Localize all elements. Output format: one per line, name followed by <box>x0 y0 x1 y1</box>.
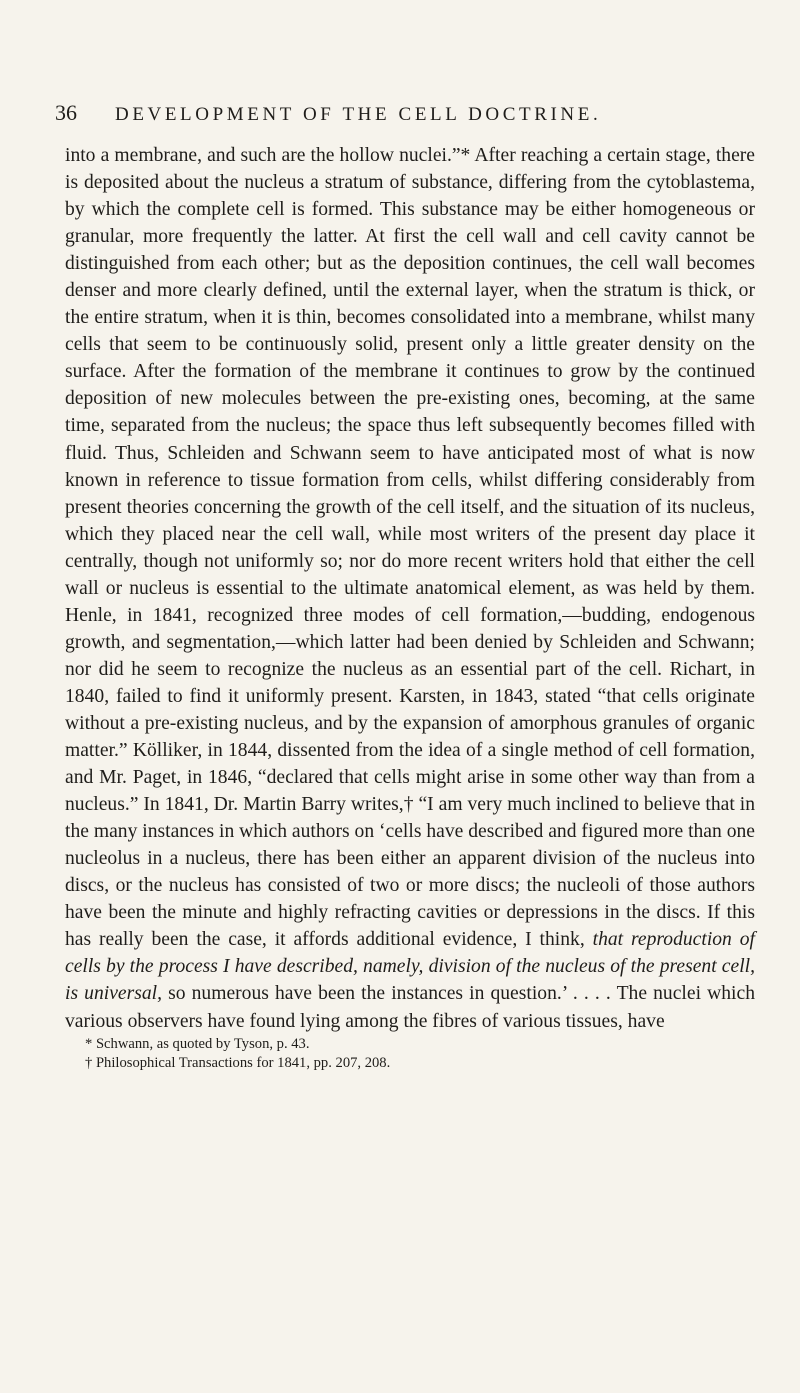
running-head: DEVELOPMENT OF THE CELL DOCTRINE. <box>115 104 602 125</box>
text-segment: so numerous have been the instances in question.’ . . . . The nuclei which various observers have found lying among the fibres of various tissues, have <box>65 983 755 1032</box>
body-text <box>65 142 755 1035</box>
page-number: 36 <box>55 100 77 125</box>
paragraph <box>65 142 755 1035</box>
text-segment: into a membrane, and such are the hollow nuclei.”* After reaching a certain stage, there is deposited about the nucleus a stratum of substance, differing from the cytoblastema, by which the complete cell is formed. This substance may be either homogeneous or granular, more frequently the latter. At first the cell wall and cell cavity cannot be distinguished from each other; but as the deposition continues, the cell wall becomes denser and more clearly defined, until the external layer, when the stratum is thick, or the entire stratum, when it is thin, becomes consolidated into a membrane, whilst many cells that seem to be continuously solid, present only a little greater density on the surface. After the formation of the membrane it continues to grow by the continued deposition of new molecules between the pre-existing ones, becoming, at the same time, separated from the nucleus; the space thus left subsequently becomes filled with fluid. Thus, Schleiden and Schwann seem to have anticipated most of what is now known in reference to tissue formation from cells, whilst differing considerably from present theories concerning the growth of the cell itself, and the situation of its nucleus, which they placed near the cell wall, while most writers of the present day place it centrally, though not uniformly so; nor do more recent writers hold that either the cell wall or nucleus is essential to the ultimate anatomical element, as was held by them. Henle, in 1841, recognized three modes of cell formation,—budding, endogenous growth, and segmentation,—which latter had been denied by Schleiden and Schwann; nor did he seem to recognize the nucleus as an essential part of the cell. Richart, in 1840, failed to find it uniformly present. Karsten, in 1843, stated “that cells originate without a pre-existing nucleus, and by the expansion of amorphous granules of organic matter.” Kölliker, in 1844, dissented from the idea of a single method of cell formation, and Mr. Paget, in 1846, “declared that cells might arise in some other way than from a nucleus.” In 1841, Dr. Martin Barry writes,† “I am very much inclined to believe that in the many instances in which authors on ‘cells have described and figured more than one nucleolus in a nucleus, there has been either an apparent division of the nucleus into discs, or the nucleus has consisted of two or more discs; the nucleoli of those authors have been the minute and highly refracting cavities or depressions in the discs. If this has really been the case, it affords additional evidence, I think, <box>65 145 755 951</box>
book-page <box>55 100 755 1073</box>
page-header <box>55 100 750 132</box>
footnote: † Philosophical Transactions for 1841, pp. 207, 208. <box>85 1054 391 1071</box>
footnote: * Schwann, as quoted by Tyson, p. 43. <box>85 1035 310 1052</box>
italic-text: that reproduction of cells by the process I have described, namely, division of the nucleus of the present cell, is universal, <box>65 929 755 1005</box>
footnotes <box>85 1035 745 1073</box>
